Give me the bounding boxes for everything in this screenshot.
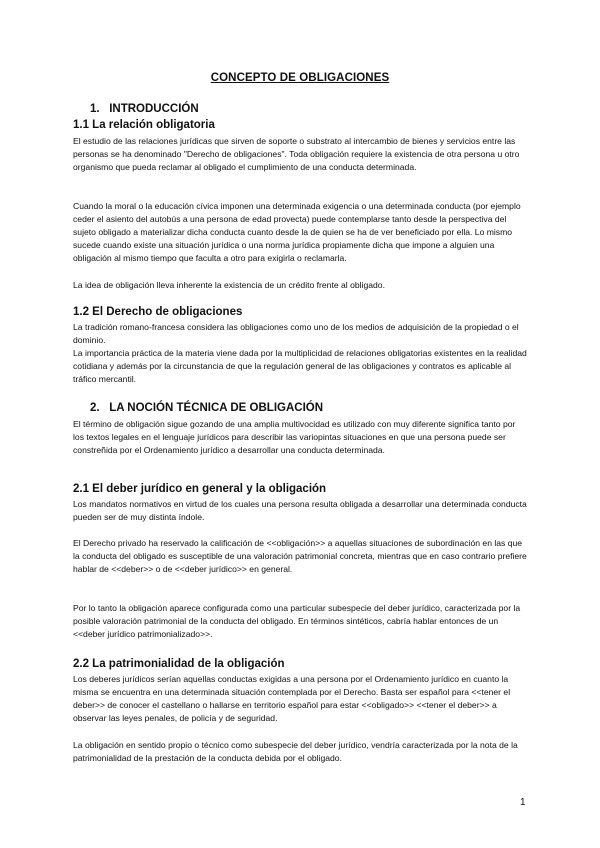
paragraph: La idea de obligación lleva inherente la existencia de un crédito frente al obligado.: [73, 280, 385, 290]
section-title: INTRODUCCIÓN: [109, 103, 199, 115]
subsection-1-2-heading: 1.2 El Derecho de obligaciones: [73, 306, 243, 318]
section-number: 1.: [90, 103, 100, 115]
paragraph: La obligación en sentido propio o técnico como subespecie del deber jurídico, vendría caracterizada por la nota de la patrimonialidad de la prestación de la conducta debida por el obligado.: [73, 740, 518, 764]
subsection-2-1-heading: 2.1 El deber jurídico en general y la obligación: [73, 483, 327, 495]
paragraph: La tradición romano-francesa considera las obligaciones como uno de los medios de adquisición de la propiedad o el dominio.: [73, 322, 519, 346]
paragraph: Cuando la moral o la educación cívica imponen una determinada exigencia o una determinada conducta (por ejemplo ceder el asiento del autobús a una persona de edad provecta) puede contemplarse tanto desde la perspectiva del sujeto obligado a materializar dicha conducta cuanto desde la de quien se ha de ver beneficiado por ella. Lo mismo sucede cuando existe una situación jurídica o una norma jurídica propiamente dicha que impone a alguien una obligación al mismo tiempo que faculta a otro para exigirla o reclamarla.: [73, 201, 521, 264]
paragraph: Los mandatos normativos en virtud de los cuales una persona resulta obligada a desarrollar una determinada conducta pueden ser de muy distinta índole.: [73, 499, 527, 523]
paragraph: El término de obligación sigue gozando de una amplia multivocidad es utilizado con muy diferente significa tanto por los textos legales en el lenguaje jurídicos para describir las variopintas situaciones en que una persona puede ser constreñida por el Ordenamiento jurídico a desarrollar una conducta determinada.: [73, 419, 516, 456]
paragraph: La importancia práctica de la materia viene dada por la multiplicidad de relaciones obligatorias existentes en la realidad cotidiana y además por la circunstancia de que la regulación general de las obligaciones y contratos es aplicable al tráfico mercantil.: [73, 348, 527, 385]
subsection-2-2-heading: 2.2 La patrimonialidad de la obligación: [73, 658, 285, 670]
document-title: CONCEPTO DE OBLIGACIONES: [210, 72, 390, 84]
paragraph: El Derecho privado ha reservado la calificación de <<obligación>> a aquellas situaciones de subordinación en las que la conducta del obligado es susceptible de una valoración patrimonial concreta, mientras que en caso contrario prefiere hablar de <<deber>> o de <<deber jurídico>> en general.: [73, 538, 527, 575]
section-number: 2.: [90, 402, 100, 414]
subsection-1-1-heading: 1.1 La relación obligatoria: [73, 119, 215, 131]
paragraph: Los deberes jurídicos serían aquellas conductas exigidas a una persona por el Ordenamiento jurídico en cuanto la misma se encuentra en una determinada situación contemplada por el Derecho. Basta ser español para <<tener el deber>> de conocer el castellano o hallarse en territorio español para estar <<obligado>> <<tener el deber>> a observar las leyes penales, de policía y de seguridad.: [73, 674, 511, 724]
paragraph: Por lo tanto la obligación aparece configurada como una particular subespecie del deber jurídico, caracterizada por la posible valoración patrimonial de la conducta del obligado. En términos sintéticos, cabría hablar entonces de un <<deber jurídico patrimonializado>>.: [73, 603, 521, 640]
section-2-heading: [90, 402, 323, 414]
section-1-heading: [90, 103, 199, 115]
section-title: LA NOCIÓN TÉCNICA DE OBLIGACIÓN: [109, 402, 324, 414]
page-number: 1: [520, 797, 526, 808]
paragraph: El estudio de las relaciones jurídicas que sirven de soporte o substrato al intercambio de bienes y servicios entre las personas se ha denominado "Derecho de obligaciones". Toda obligación requiere la existencia de otra persona u otro organismo que pueda reclamar al obligado el cumplimiento de una conducta determinada.: [73, 136, 520, 173]
